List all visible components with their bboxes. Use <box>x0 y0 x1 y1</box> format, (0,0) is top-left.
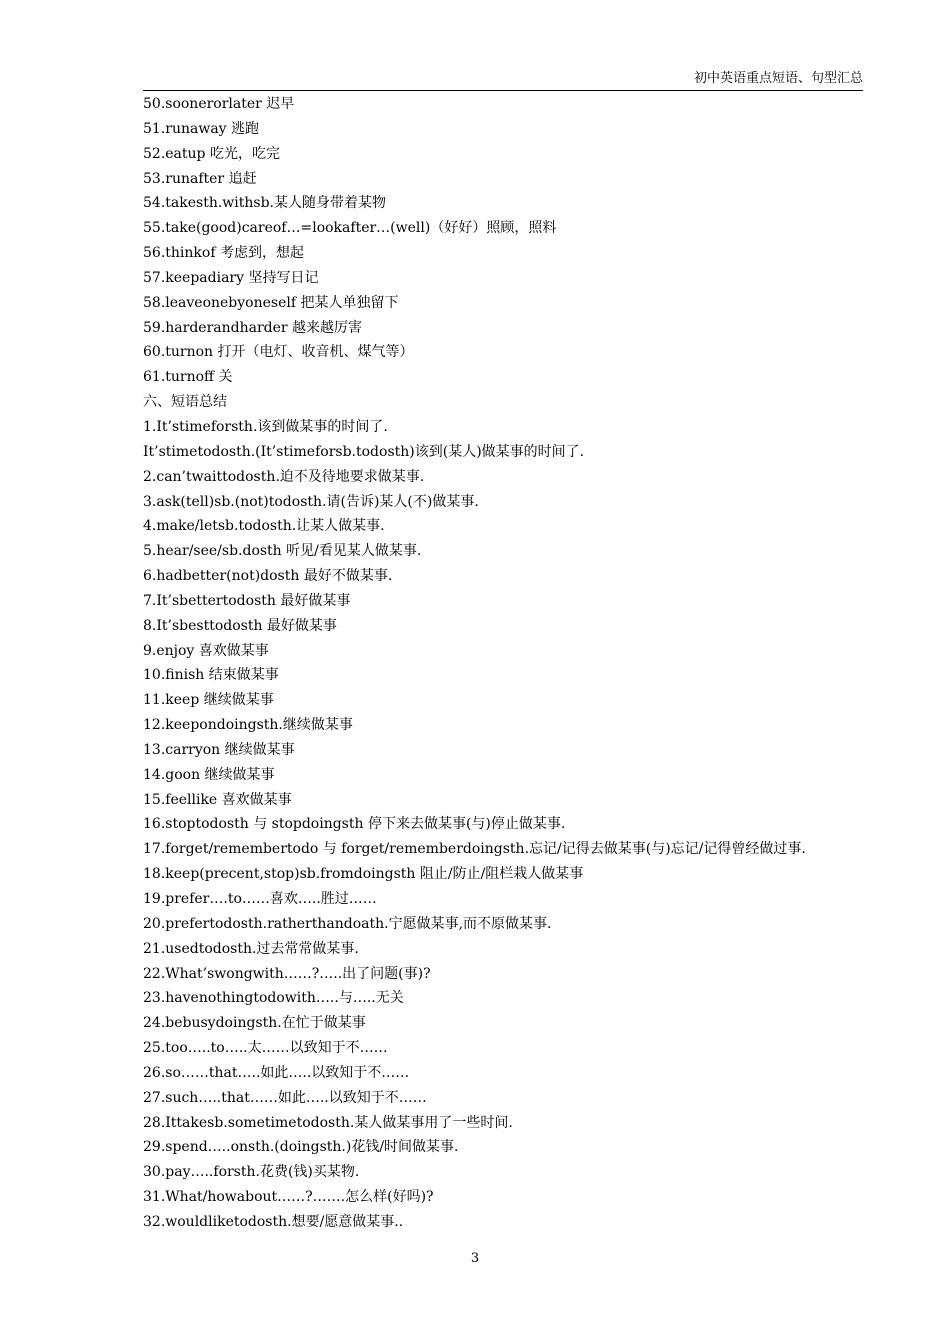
text-line: 50.soonerorlater 迟早 <box>143 96 295 112</box>
text-line: 11.keep 继续做某事 <box>143 692 274 709</box>
text-line: 19.prefer….to……喜欢…..胜过…… <box>143 891 377 907</box>
header-title: 初中英语重点短语、句型汇总 <box>693 71 863 86</box>
text-line: 10.finish 结束做某事 <box>143 667 279 684</box>
text-line: 18.keep(precent,stop)sb.fromdoingsth 阻止/防止/阻栏栽人做某事 <box>143 866 584 883</box>
text-line: 56.thinkof 考虑到，想起 <box>143 245 304 262</box>
text-line: 六、短语总结 <box>143 394 227 411</box>
text-line: 52.eatup 吃光，吃完 <box>143 145 280 162</box>
text-line: 31.What/howabout……?…….怎么样(好吗)? <box>143 1189 434 1206</box>
text-line: 54.takesth.withsb.某人随身带着某物 <box>143 195 386 212</box>
text-line: 53.runafter 追赶 <box>143 170 257 187</box>
text-line: 2.can’twaittodosth.迫不及待地要求做某事. <box>143 468 425 485</box>
text-line: 8.It’sbesttodosth 最好做某事 <box>143 617 337 634</box>
text-line: 22.What’swongwith……?…..出了问题(事)? <box>143 965 431 982</box>
text-line: 29.spend…..onsth.(doingsth.)花钱/时间做某事. <box>143 1139 459 1156</box>
text-line: 28.Ittakesb.sometimetodosth.某人做某事用了一些时间. <box>143 1114 513 1131</box>
text-line: 21.usedtodosth.过去常常做某事. <box>143 940 359 957</box>
page-number: 3 <box>470 1251 480 1266</box>
text-line: 23.havenothingtodowith…..与…..无关 <box>143 990 404 1007</box>
text-line: 16.stoptodosth 与 stopdoingsth 停下来去做某事(与)停止做某事. <box>143 816 566 833</box>
text-line: 61.turnoff 关 <box>143 369 233 386</box>
text-line: 27.such…..that……如此…..以致知于不…… <box>143 1089 427 1106</box>
text-line: 7.It’sbettertodosth 最好做某事 <box>143 592 351 609</box>
page-header <box>143 70 863 91</box>
text-line: 51.runaway 逃跑 <box>143 120 260 137</box>
text-line: 1.It’stimeforsth.该到做某事的时间了. <box>143 418 388 435</box>
text-line: 58.leaveonebyoneself 把某人单独留下 <box>143 294 399 311</box>
text-line: 30.pay…..forsth.花费(钱)买某物. <box>143 1164 360 1181</box>
text-line: 9.enjoy 喜欢做某事 <box>143 642 269 659</box>
text-line: 14.goon 继续做某事 <box>143 766 275 783</box>
text-line: 26.so……that…..如此…..以致知于不…… <box>143 1064 410 1081</box>
text-line: 5.hear/see/sb.dosth 听见/看见某人做某事. <box>143 543 422 560</box>
text-line: 25.too…..to…..太……以致知于不…… <box>143 1040 388 1057</box>
text-line: 13.carryon 继续做某事 <box>143 741 295 758</box>
text-line: 6.hadbetter(not)dosth 最好不做某事. <box>143 568 393 585</box>
text-line: It’stimetodosth.(It’stimeforsb.todosth)该到(某人)做某事的时间了. <box>143 443 585 460</box>
text-line: 55.take(good)careof…=lookafter…(well)（好好）照顾，照料 <box>143 220 557 237</box>
text-line: 20.prefertodosth.ratherthandoath.宁愿做某事,而不原做某事. <box>143 915 552 932</box>
text-line: 59.harderandharder 越来越厉害 <box>143 319 363 336</box>
text-line: 57.keepadiary 坚持写日记 <box>143 269 319 286</box>
text-line: 24.bebusydoingsth.在忙于做某事 <box>143 1015 366 1032</box>
document-body <box>143 92 863 1235</box>
text-line: 15.feellike 喜欢做某事 <box>143 791 292 808</box>
text-line: 12.keepondoingsth.继续做某事 <box>143 717 353 734</box>
text-line: 17.forget/remembertodo 与 forget/rememberdoingsth.忘记/记得去做某事(与)忘记/记得曾经做过事. <box>143 841 806 858</box>
text-line: 4.make/letsb.todosth.让某人做某事. <box>143 518 385 535</box>
text-line: 3.ask(tell)sb.(not)todosth.请(告诉)某人(不)做某事. <box>143 493 479 510</box>
text-line: 60.turnon 打开（电灯、收音机、煤气等） <box>143 344 414 361</box>
text-line: 32.wouldliketodosth.想要/愿意做某事.. <box>143 1213 404 1230</box>
